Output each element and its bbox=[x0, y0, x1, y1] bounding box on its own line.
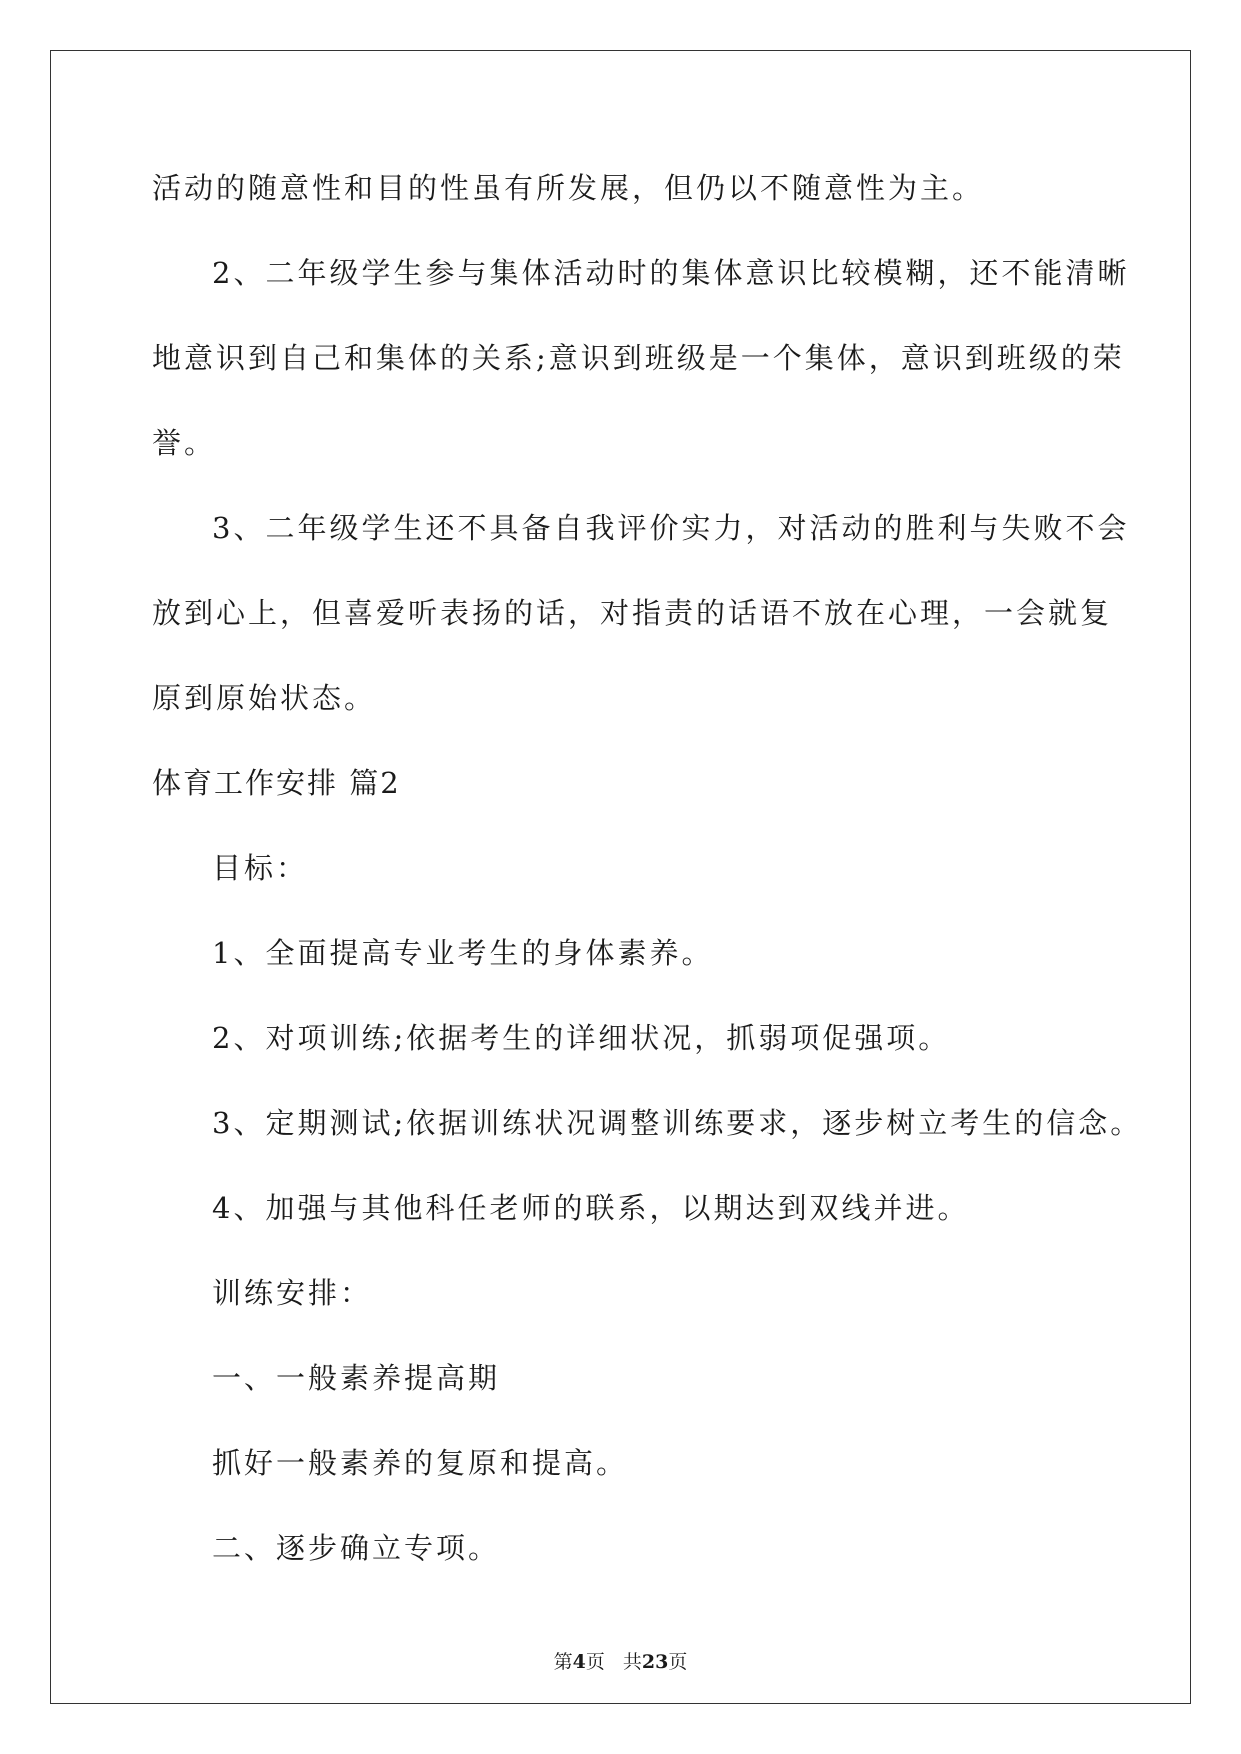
page-suffix: 页 bbox=[585, 1651, 605, 1673]
paragraph-line: 目标： bbox=[212, 851, 309, 885]
paragraph-line: 放到心上，但喜爱听表扬的话，对指责的话语不放在心理，一会就复 bbox=[152, 596, 1113, 630]
paragraph-line: 抓好一般素养的复原和提高。 bbox=[212, 1446, 629, 1480]
total-prefix: 共 bbox=[622, 1651, 642, 1673]
list-item: 1、全面提高专业考生的身体素养。 bbox=[212, 936, 714, 970]
section-heading: 体育工作安排 篇2 bbox=[152, 766, 401, 800]
paragraph-line: 誉。 bbox=[152, 426, 217, 460]
page-number: 4 bbox=[572, 1651, 586, 1673]
page-prefix: 第 bbox=[553, 1651, 573, 1673]
page-footer bbox=[0, 1650, 1241, 1674]
list-item: 3、定期测试;依据训练状况调整训练要求，逐步树立考生的信念。 bbox=[212, 1106, 1143, 1140]
paragraph-line: 训练安排： bbox=[212, 1276, 373, 1310]
list-item: 2、对项训练;依据考生的详细状况，抓弱项促强项。 bbox=[212, 1021, 951, 1055]
paragraph-line: 2、二年级学生参与集体活动时的集体意识比较模糊，还不能清晰 bbox=[212, 256, 1130, 290]
paragraph-line: 一、一般素养提高期 bbox=[212, 1361, 501, 1395]
paragraph-line: 地意识到自己和集体的关系;意识到班级是一个集体，意识到班级的荣 bbox=[152, 341, 1125, 375]
paragraph-line: 二、逐步确立专项。 bbox=[212, 1531, 501, 1565]
total-pages: 23 bbox=[641, 1651, 669, 1673]
paragraph-line: 3、二年级学生还不具备自我评价实力，对活动的胜利与失败不会 bbox=[212, 511, 1130, 545]
paragraph-line: 活动的随意性和目的性虽有所发展，但仍以不随意性为主。 bbox=[152, 171, 985, 205]
paragraph-line: 原到原始状态。 bbox=[152, 681, 377, 715]
total-suffix: 页 bbox=[668, 1651, 688, 1673]
list-item: 4、加强与其他科任老师的联系，以期达到双线并进。 bbox=[212, 1191, 970, 1225]
